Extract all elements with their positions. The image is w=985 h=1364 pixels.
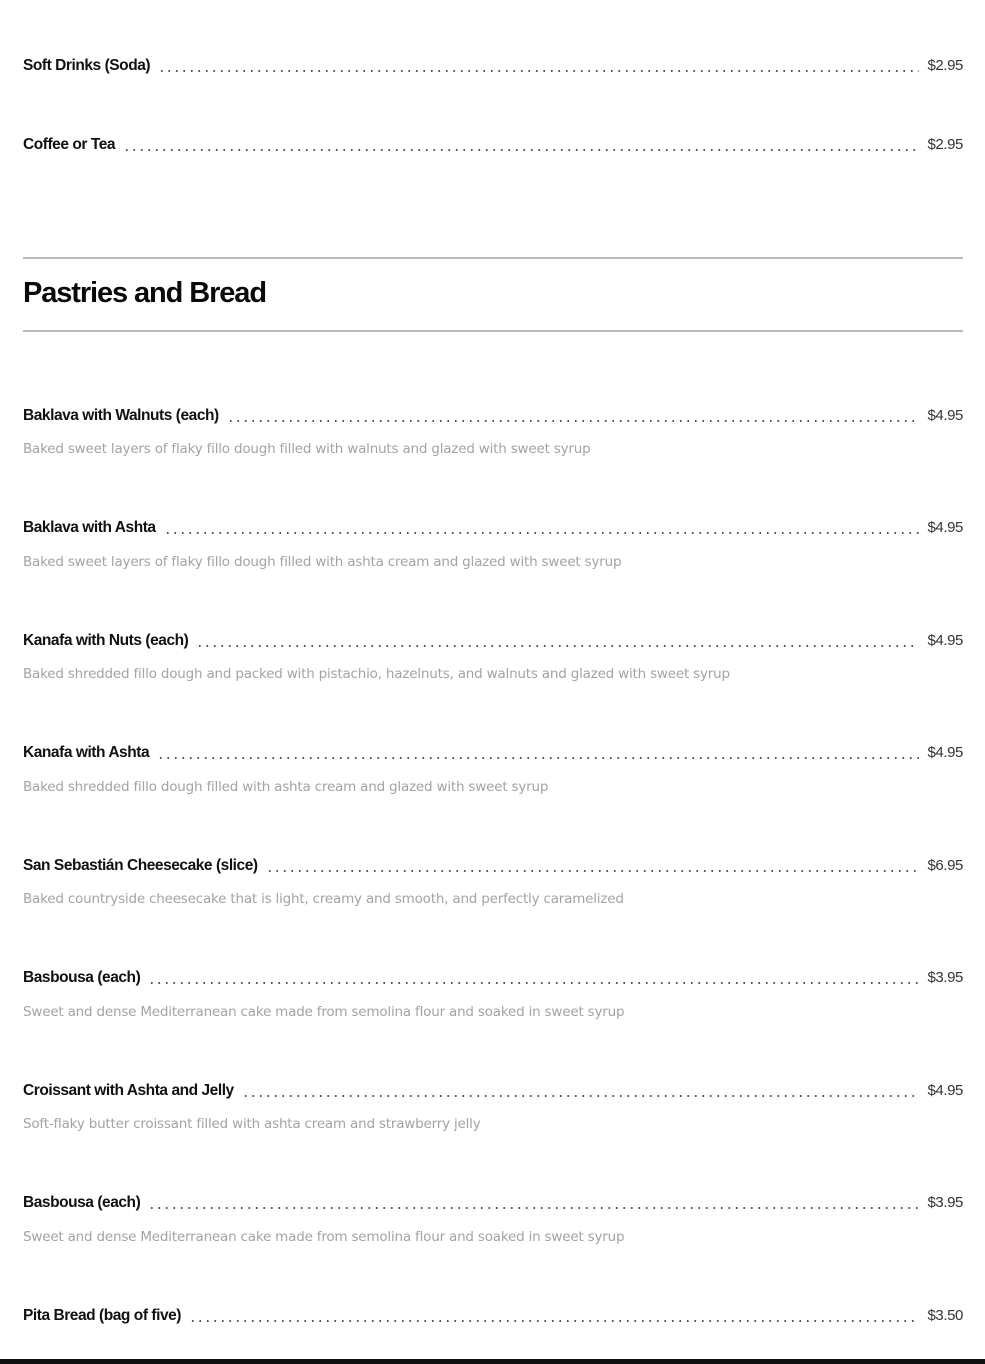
item-name: Baklava with Ashta: [23, 519, 156, 536]
menu-item-coffee-tea: [23, 133, 963, 155]
item-price: $3.50: [927, 1307, 963, 1324]
item-price: $3.95: [927, 1194, 963, 1211]
item-price: $2.95: [927, 136, 963, 153]
dot-leader: [157, 757, 919, 759]
item-description: Baked countryside cheesecake that is light, creamy and smooth, and perfectly caramelized: [23, 891, 624, 907]
menu-item: [23, 966, 963, 988]
menu-item: [23, 629, 963, 651]
menu-item: [23, 1079, 963, 1101]
item-price: $2.95: [927, 57, 963, 74]
item-name: Pita Bread (bag of five): [23, 1307, 182, 1324]
page-bottom-border: [0, 1359, 985, 1364]
item-name: Basbousa (each): [23, 969, 141, 986]
item-price: $4.95: [927, 407, 963, 424]
item-description: Baked sweet layers of flaky fillo dough filled with walnuts and glazed with sweet syrup: [23, 441, 591, 457]
dot-leader: [227, 420, 920, 422]
dot-leader: [123, 149, 919, 151]
menu-item-soft-drinks: [23, 54, 963, 76]
section-divider-top: [23, 257, 963, 259]
menu-item: [23, 1304, 963, 1326]
dot-leader: [189, 1320, 919, 1322]
dot-leader: [242, 1095, 920, 1097]
item-description: Baked shredded fillo dough filled with ashta cream and glazed with sweet syrup: [23, 779, 549, 795]
item-name: San Sebastián Cheesecake (slice): [23, 857, 258, 874]
item-description: Sweet and dense Mediterranean cake made from semolina flour and soaked in sweet syrup: [23, 1004, 625, 1020]
item-name: Kanafa with Nuts (each): [23, 632, 189, 649]
item-price: $4.95: [927, 744, 963, 761]
section-divider-bottom: [23, 330, 963, 332]
item-name: Croissant with Ashta and Jelly: [23, 1082, 234, 1099]
item-name: Baklava with Walnuts (each): [23, 407, 219, 424]
item-price: $6.95: [927, 857, 963, 874]
item-price: $4.95: [927, 632, 963, 649]
dot-leader: [158, 70, 919, 72]
item-description: Soft-flaky butter croissant filled with ashta cream and strawberry jelly: [23, 1116, 481, 1132]
item-name: Basbousa (each): [23, 1194, 141, 1211]
menu-item: [23, 741, 963, 763]
item-price: $4.95: [927, 1082, 963, 1099]
item-description: Sweet and dense Mediterranean cake made from semolina flour and soaked in sweet syrup: [23, 1229, 625, 1245]
menu-item: [23, 1191, 963, 1213]
dot-leader: [266, 870, 920, 872]
item-price: $3.95: [927, 969, 963, 986]
dot-leader: [196, 645, 919, 647]
item-description: Baked sweet layers of flaky fillo dough filled with ashta cream and glazed with sweet syrup: [23, 554, 622, 570]
item-name: Kanafa with Ashta: [23, 744, 150, 761]
menu-item: [23, 854, 963, 876]
section-title: Pastries and Bread: [23, 277, 266, 309]
dot-leader: [148, 982, 919, 984]
item-description: Baked shredded fillo dough and packed with pistachio, hazelnuts, and walnuts and glazed with sweet syrup: [23, 666, 730, 682]
item-name: Coffee or Tea: [23, 136, 116, 153]
dot-leader: [164, 532, 920, 534]
item-name: Soft Drinks (Soda): [23, 57, 151, 74]
menu-item: [23, 516, 963, 538]
dot-leader: [148, 1207, 919, 1209]
menu-item: [23, 404, 963, 426]
item-price: $4.95: [927, 519, 963, 536]
